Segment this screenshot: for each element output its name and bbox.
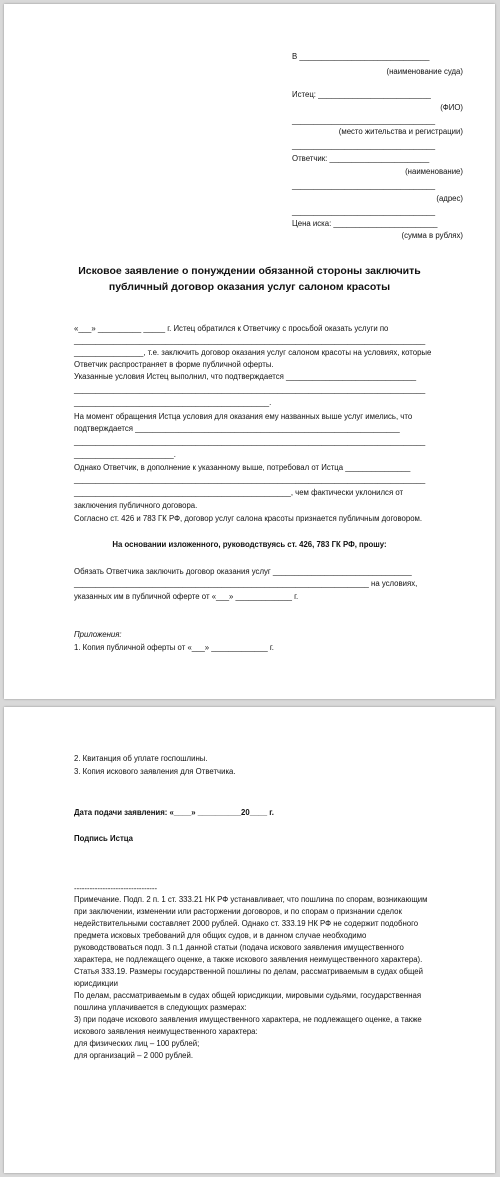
body-line: _________________________________________________________________________________ <box>74 336 426 345</box>
defendant-field: Ответчик: _______________________ <box>292 154 430 163</box>
note-line: юрисдикции <box>74 979 118 988</box>
body-line: _________________________________________________________________________________ <box>74 385 426 394</box>
attachment-item: 1. Копия публичной оферты от «___» _____________ г. <box>74 643 274 652</box>
note-line: при заключении, изменении или расторжении договоров, и по спорам о признании сделок <box>74 907 402 916</box>
body-line: «___» __________ _____ г. Истец обратился к Ответчику с просьбой оказать услуги по <box>74 324 389 333</box>
note-line: 3) при подаче искового заявления имущественного характера, не подлежащего оценке, а также <box>74 1015 422 1024</box>
body-line: подтверждается _____________________________________________________________ <box>74 424 400 433</box>
footnote-separator: -------------------------------- <box>74 884 158 893</box>
body-line: Указанные условия Истец выполнил, что подтверждается ______________________________ <box>74 372 417 381</box>
document-page-1 <box>4 4 495 699</box>
body-line: Согласно ст. 426 и 783 ГК РФ, договор услуг салона красоты признается публичным договором. <box>74 514 423 523</box>
court-hint: (наименование суда) <box>386 67 463 76</box>
defendant-address-hint: (адрес) <box>436 194 463 203</box>
body-line: ________________, т.е. заключить договор оказания услуг салоном красоты на условиях, которые <box>74 348 432 357</box>
note-line: По делам, рассматриваемым в судах общей юрисдикции, мировыми судьями, государственная <box>74 991 422 1000</box>
body-line: _________________________________________________________________________________ <box>74 437 426 446</box>
plaintiff-field: Истец: __________________________ <box>292 90 431 99</box>
request-basis: На основании изложенного, руководствуясь ст. 426, 783 ГК РФ, прошу: <box>112 540 387 549</box>
body-line: _____________________________________________. <box>74 398 272 407</box>
note-line: недействительными составляет 2000 рублей. Однако ст. 333.19 НК РФ не содержит подобного <box>74 919 419 928</box>
request-line: ____________________________________________________________________ на условиях, <box>74 579 418 588</box>
body-line: Ответчик распространяет в форме публичной оферты. <box>74 360 274 369</box>
document-page-2 <box>4 707 495 1173</box>
body-line: На момент обращения Истца условия для оказания ему названных выше услуг имелись, что <box>74 412 413 421</box>
note-line: Примечание. Подп. 2 п. 1 ст. 333.21 НК РФ устанавливает, что пошлина по спорам, возникающим <box>74 895 428 904</box>
note-line: для физических лиц – 100 рублей; <box>74 1039 200 1048</box>
body-line: заключения публичного договора. <box>74 501 198 510</box>
plaintiff-address-hint: (место жительства и регистрации) <box>338 127 463 136</box>
attachment-item: 2. Квитанция об уплате госпошлины. <box>74 754 208 763</box>
body-line: _________________________________________________________________________________ <box>74 475 426 484</box>
document-title-line-1: Исковое заявление о понуждении обязанной стороны заключить <box>78 265 421 277</box>
note-line: предмета исковых требований для общих судов, и в данном случае необходимо <box>74 931 367 940</box>
plaintiff-address-line-2: _________________________________ <box>292 141 436 150</box>
request-line: Обязать Ответчика заключить договор оказания услуг ________________________________ <box>74 567 412 576</box>
defendant-address-line: _________________________________ <box>292 181 436 190</box>
note-line: искового заявления неимущественного характера: <box>74 1027 258 1036</box>
request-line: указанных им в публичной оферте от «___» _____________ г. <box>74 592 299 601</box>
court-field: В ______________________________ <box>292 52 430 61</box>
attachments-heading: Приложения: <box>74 630 122 639</box>
note-line: пошлина уплачивается в следующих размерах: <box>74 1003 247 1012</box>
document-title-line-2: публичный договор оказания услуг салоном красоты <box>108 281 391 293</box>
defendant-hint: (наименование) <box>405 167 463 176</box>
filing-date-line: Дата подачи заявления: «____» __________20____ г. <box>74 808 274 817</box>
note-line: Статья 333.19. Размеры государственной пошлины по делам, рассматриваемым в судах общей <box>74 967 423 976</box>
attachment-item: 3. Копия искового заявления для Ответчика. <box>74 767 236 776</box>
plaintiff-signature: Подпись Истца <box>74 834 133 843</box>
note-line: руководствоваться подп. 3 п.1 данной статьи (подача искового заявления имущественного <box>74 943 404 952</box>
defendant-address-line-2: _________________________________ <box>292 207 436 216</box>
body-line: _______________________. <box>74 450 176 459</box>
note-line: характера, не подлежащего оценке, а также искового заявления неимущественного характера). <box>74 955 423 964</box>
claim-price-hint: (сумма в рублях) <box>401 231 463 240</box>
note-line: для организаций – 2 000 рублей. <box>74 1051 194 1060</box>
claim-price-field: Цена иска: ________________________ <box>292 219 438 228</box>
plaintiff-address-line: _________________________________ <box>292 116 436 125</box>
body-line: Однако Ответчик, в дополнение к указанному выше, потребовал от Истца _______________ <box>74 463 411 472</box>
plaintiff-hint: (ФИО) <box>440 103 463 112</box>
body-line: __________________________________________________, чем фактически уклонился от <box>74 488 404 497</box>
